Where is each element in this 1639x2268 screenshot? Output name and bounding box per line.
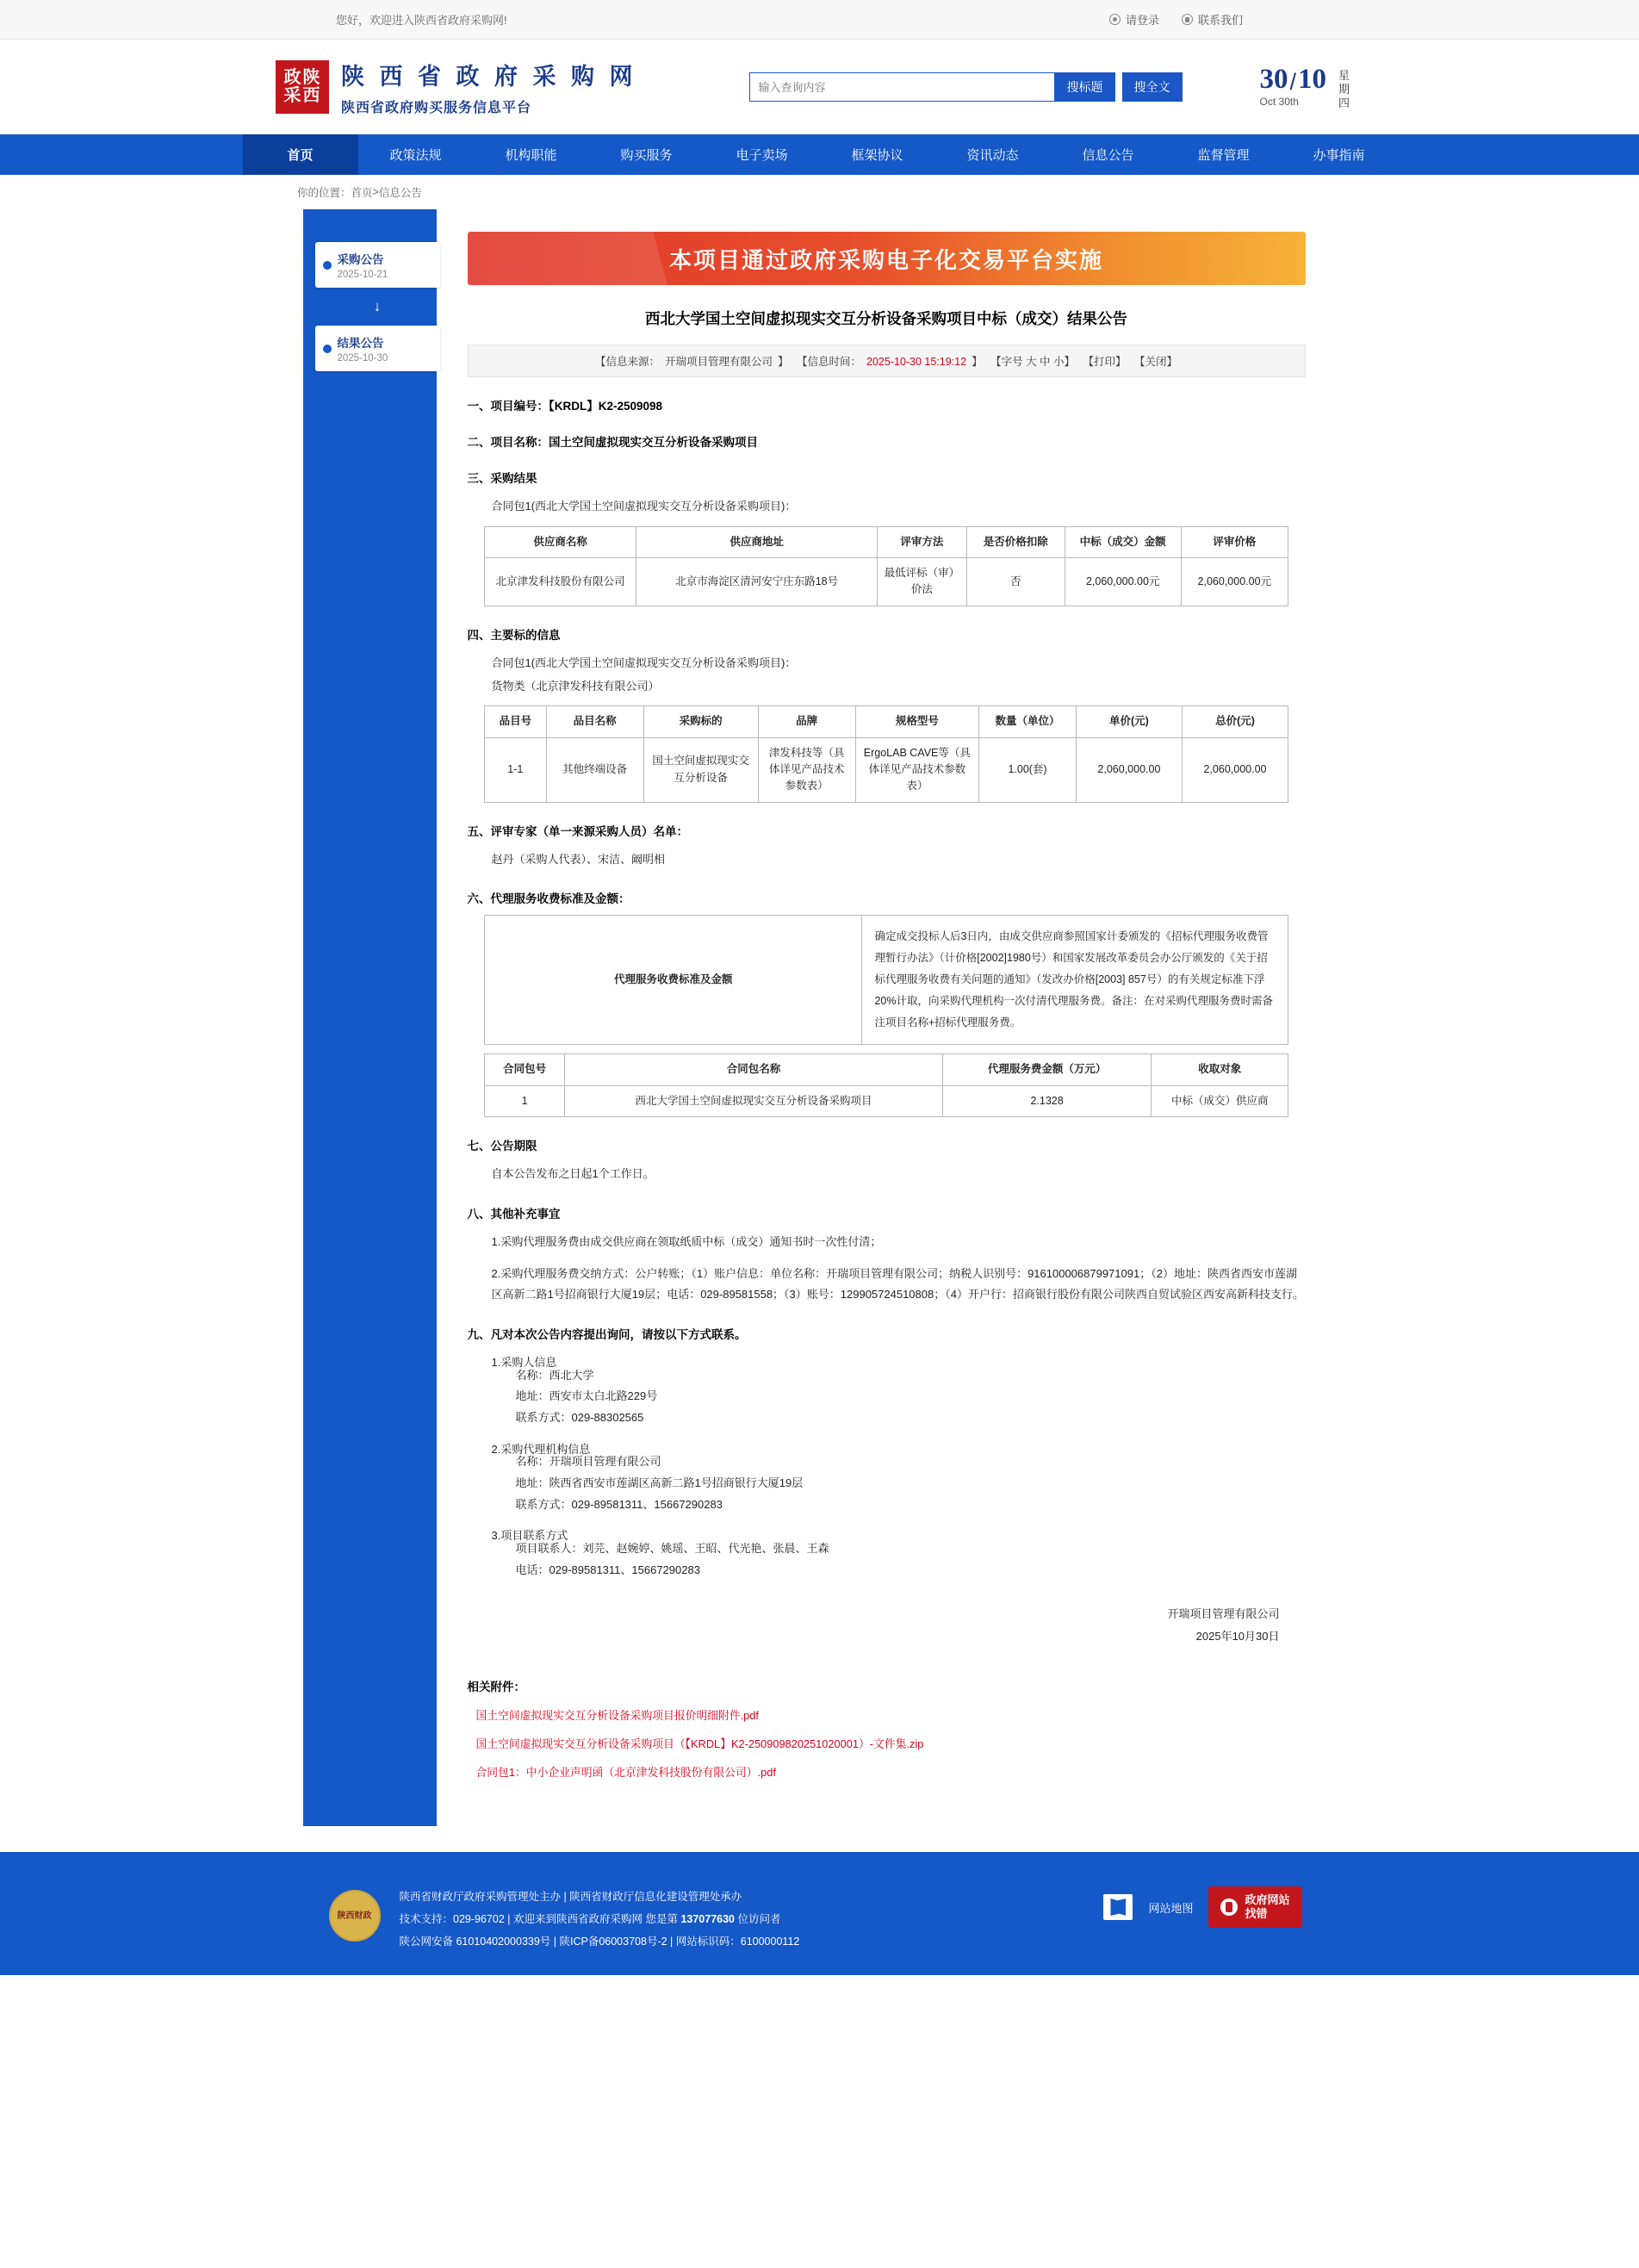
- close-button[interactable]: 【关闭】: [1134, 356, 1178, 368]
- main-nav: [0, 134, 1639, 175]
- platform-banner: [468, 232, 1306, 285]
- article-content: [437, 209, 1337, 1826]
- section-1-title: 一、项目编号：【KRDL】K2-2509098: [467, 400, 663, 413]
- table-cell: 北京市海淀区清河安宁庄东路18号: [636, 558, 878, 606]
- section-8-title: 八、其他补充事宜: [467, 1207, 561, 1221]
- time-end: 】: [972, 356, 983, 368]
- time-label: 【信息时间：: [797, 356, 862, 368]
- project-contact-person: 项目联系人：刘芫、赵婉婷、姚瑶、王昭、代光艳、张晨、王森: [515, 1542, 829, 1556]
- table-cell: 1: [484, 1085, 564, 1116]
- table-header-cell: 收取对象: [1152, 1054, 1288, 1085]
- section-5-body: 赵丹（采购人代表）、宋洁、阚明相: [491, 852, 666, 866]
- time-value: 2025-10-30 15:19:12: [866, 356, 967, 368]
- breadcrumb-sep: >: [372, 186, 379, 198]
- table-cell: 北京津发科技股份有限公司: [484, 558, 636, 606]
- project-contact-tel: 电话：029-89581311、15667290283: [515, 1563, 700, 1576]
- section-8-paragraph-1: 1.采购代理服务费由成交供应商在领取纸质中标（成交）通知书时一次性付清；: [491, 1234, 882, 1248]
- section-3-subtitle: 合同包1(西北大学国土空间虚拟现实交互分析设备采购项目)：: [491, 500, 797, 513]
- flag-icon: [1220, 1898, 1238, 1916]
- contact-link[interactable]: [1182, 11, 1243, 28]
- agency-fee-table: [484, 915, 1288, 1045]
- agency-tel: 联系方式：029-89581311、15667290283: [515, 1497, 723, 1511]
- gov-badge-line-1: 政府网站: [1245, 1893, 1290, 1907]
- table-header-cell: 数量（单位）: [979, 706, 1077, 737]
- gov-badge-line-2: 找错: [1245, 1907, 1268, 1921]
- login-link[interactable]: [1109, 11, 1159, 28]
- breadcrumb-current: 信息公告: [378, 187, 422, 199]
- section-5-title: 五、评审专家（单一来源采购人员）名单：: [467, 824, 688, 838]
- search-title-button[interactable]: 搜标题: [1055, 72, 1115, 102]
- goods-table: [484, 705, 1288, 803]
- table-cell: 1.00(套): [979, 737, 1077, 802]
- source-label: 【信息来源：: [594, 356, 660, 368]
- table-cell: 2,060,000.00: [1182, 737, 1288, 802]
- visitor-count: 137077630: [680, 1913, 736, 1926]
- date-day: 30: [1259, 63, 1288, 95]
- attachment-link[interactable]: 合同包1：中小企业声明函（北京津发科技股份有限公司）.pdf: [475, 1766, 776, 1780]
- section-7-body: 自本公告发布之日起1个工作日。: [491, 1167, 655, 1181]
- table-header-cell: 品牌: [758, 706, 855, 737]
- footer-support: 技术支持：029-96702 | 欢迎来到陕西省政府采购网 您是第: [399, 1913, 678, 1926]
- section-4-subtitle-2: 货物类（北京津发科技有限公司）: [491, 679, 660, 693]
- sitemap-icon[interactable]: [1103, 1894, 1133, 1920]
- footer-sep: |: [561, 1891, 570, 1904]
- sidebar-item-date: 2025-10-30: [337, 353, 388, 364]
- footer-visitor-suffix: 位访问者: [737, 1913, 781, 1926]
- section-4-title: 四、主要标的信息: [467, 628, 561, 642]
- breadcrumb: [0, 175, 1639, 209]
- sidebar: [303, 209, 437, 1826]
- logo-char-1: 政: [283, 68, 302, 87]
- table-header-cell: 单价(元): [1076, 706, 1182, 737]
- breadcrumb-home[interactable]: 首页: [351, 187, 373, 199]
- site-header: [0, 40, 1639, 134]
- sidebar-item-procurement-notice[interactable]: [315, 242, 440, 288]
- table-header-cell: 供应商地址: [636, 526, 878, 557]
- table-cell: 其他终端设备: [546, 737, 643, 802]
- source-value: 开瑞项目管理有限公司: [664, 356, 773, 368]
- attachment-link[interactable]: 国土空间虚拟现实交互分析设备采购项目报价明细附件.pdf: [475, 1709, 759, 1723]
- site-name-block: [341, 58, 637, 116]
- nav-item-5[interactable]: 框架协议: [851, 148, 903, 163]
- nav-item-4[interactable]: 电子卖场: [736, 148, 788, 163]
- footer-org-main: 陕西省财政厅政府采购管理处主办: [399, 1891, 562, 1904]
- nav-item-1[interactable]: 政策法规: [389, 148, 442, 163]
- table-row: [484, 558, 1288, 606]
- table-header-cell: 总价(元): [1182, 706, 1288, 737]
- logo-char-3: 采: [283, 86, 302, 105]
- table-cell: 西北大学国土空间虚拟现实交互分析设备采购项目: [565, 1085, 943, 1116]
- sidebar-item-title: 结果公告: [337, 337, 384, 350]
- login-label: 请登录: [1125, 14, 1159, 27]
- section-3-title: 三、采购结果: [467, 472, 537, 485]
- fontsize-control[interactable]: 【字号 大 中 小】: [990, 356, 1076, 368]
- table-header-cell: 评审方法: [878, 526, 967, 557]
- table-header-cell: 中标（成交）金额: [1065, 526, 1181, 557]
- table-cell: 2.1328: [942, 1085, 1152, 1116]
- nav-item-8[interactable]: 监督管理: [1197, 148, 1250, 163]
- table-cell: 2,060,000.00元: [1181, 558, 1288, 606]
- footer-icp: 陕公网安备 61010402000339号 | 陕ICP备06003708号-2 | 网站标识码：6100000112: [399, 1935, 800, 1948]
- table-cell: 2,060,000.00元: [1065, 558, 1181, 606]
- welcome-text: 您好，欢迎进入陕西省政府采购网!: [336, 14, 507, 27]
- site-subname: 陕西省政府购买服务信息平台: [341, 101, 532, 115]
- table-cell: 1-1: [484, 737, 546, 802]
- result-table: [484, 526, 1288, 606]
- emblem-text: 陕西财政: [337, 1911, 372, 1921]
- table-header-cell: 品目号: [484, 706, 546, 737]
- table-cell: 2,060,000.00: [1076, 737, 1182, 802]
- search-area: [749, 72, 1183, 102]
- site-name: 陕 西 省 政 府 采 购 网: [341, 64, 637, 90]
- logo-char-2: 陕: [302, 68, 321, 87]
- gov-site-report-badge[interactable]: [1208, 1886, 1301, 1927]
- table-cell: 国土空间虚拟现实交互分析设备: [643, 737, 758, 802]
- table-cell: 最低评标（审）价法: [878, 558, 967, 606]
- page-title: 西北大学国土空间虚拟现实交互分析设备采购项目中标（成交）结果公告: [645, 310, 1127, 327]
- source-end: 】: [778, 356, 789, 368]
- date-separator: /: [1289, 68, 1297, 95]
- emblem-icon: [329, 1890, 381, 1942]
- fee-detail-table: [484, 1053, 1288, 1117]
- fee-label: 代理服务收费标准及金额: [484, 916, 862, 1045]
- project-contact-title: 3.项目联系方式: [491, 1529, 568, 1543]
- table-header-cell: 是否价格扣除: [966, 526, 1065, 557]
- footer-divider: [0, 1852, 1639, 1867]
- breadcrumb-prefix: 你的位置：: [297, 187, 351, 199]
- date-weekday: [1338, 69, 1350, 111]
- purchaser-address: 地址：西安市太白北路229号: [515, 1389, 658, 1403]
- purchaser-tel: 联系方式：029-88302565: [515, 1410, 644, 1424]
- weekday-line-2: 期: [1338, 83, 1350, 96]
- contact-label: 联系我们: [1197, 14, 1243, 27]
- person-icon: [1109, 14, 1121, 25]
- page-container: [303, 209, 1337, 1826]
- top-bar: [0, 0, 1639, 40]
- nav-item-3[interactable]: 购买服务: [620, 148, 673, 163]
- footer-right: [1103, 1886, 1336, 1927]
- nav-item-7[interactable]: 信息公告: [1082, 148, 1134, 163]
- footer-org-sub: 陕西省财政厅信息化建设管理处承办: [569, 1891, 742, 1904]
- table-row: [484, 737, 1288, 802]
- table-header-cell: 规格型号: [855, 706, 979, 737]
- signature-date: 2025年10月30日: [1195, 1630, 1280, 1644]
- purchaser-name: 名称：西北大学: [515, 1368, 594, 1382]
- date-english: Oct 30th: [1259, 95, 1299, 108]
- bullet-icon: [323, 345, 332, 353]
- site-logo[interactable]: [276, 60, 329, 114]
- table-header-cell: 供应商名称: [484, 526, 636, 557]
- phone-icon: [1182, 14, 1193, 25]
- date-month: 10: [1298, 63, 1327, 95]
- table-row: [484, 1085, 1288, 1116]
- table-cell: ErgoLAB CAVE等（具体详见产品技术参数表）: [855, 737, 979, 802]
- table-header-row: [484, 526, 1288, 557]
- site-footer: [0, 1867, 1639, 1975]
- weekday-line-3: 四: [1338, 96, 1350, 110]
- table-header-cell: 代理服务费金额（万元）: [942, 1054, 1152, 1085]
- table-cell: 否: [966, 558, 1065, 606]
- weekday-line-1: 星: [1338, 68, 1350, 82]
- table-header-cell: 采购标的: [643, 706, 758, 737]
- nav-item-6[interactable]: 资讯动态: [966, 148, 1019, 163]
- sitemap-label[interactable]: 网站地图: [1148, 1901, 1194, 1915]
- search-input[interactable]: [749, 72, 1055, 102]
- signature-block: [468, 1603, 1306, 1648]
- nav-item-2[interactable]: 机构职能: [505, 148, 557, 163]
- attachments-title: 相关附件：: [467, 1681, 525, 1694]
- search-fulltext-button[interactable]: 搜全文: [1122, 72, 1183, 102]
- table-header-row: [484, 706, 1288, 737]
- nav-item-9[interactable]: 办事指南: [1313, 148, 1365, 163]
- section-8-paragraph-2: 2.采购代理服务费交纳方式：公户转账；（1）账户信息：单位名称：开瑞项目管理有限公司；纳税人识别号：916100006879971091；（2）地址：陕西省西安市莲湖区高新二路1号招商银行大厦19层；电话：029-89581558；（3）账号：129905724510808；（4）开户行：招商银行股份有限公司陕西自贸试验区西安高新科技支行。: [491, 1266, 1304, 1302]
- nav-item-0[interactable]: 首页: [243, 134, 358, 175]
- table-cell: 津发科技等（具体详见产品技术参数表）: [758, 737, 855, 802]
- attachments-list: [468, 1706, 1306, 1780]
- section-6-title: 六、代理服务收费标准及金额：: [467, 892, 630, 906]
- agency-address: 地址：陕西省西安市莲湖区高新二路1号招商银行大厦19层: [515, 1476, 804, 1489]
- down-arrow-icon: ↓: [373, 298, 382, 314]
- page-body: [0, 209, 1639, 1852]
- section-7-title: 七、公告期限: [467, 1140, 537, 1153]
- sidebar-item-date: 2025-10-21: [337, 270, 388, 280]
- footer-text-block: [400, 1886, 800, 1953]
- table-header-cell: 合同包名称: [565, 1054, 943, 1085]
- banner-text: 本项目通过政府采购电子化交易平台实施: [668, 247, 1103, 273]
- bullet-icon: [323, 261, 332, 270]
- agency-name: 名称：开瑞项目管理有限公司: [515, 1455, 661, 1469]
- fee-body: 确定成交投标人后3日内，由成交供应商参照国家计委颁发的《招标代理服务收费管理暂行办法》（计价格[2002]1980号）和国家发展改革委员会办公厅颁发的《关于招标代理服务收费有关问题的通知》（发改办价格[2003] 857号）的有关规定标准下浮20%计取，向采购代理机构一次付清代理服务费。备注：在对采购代理服务费时需备注项目名称+招标代理服务费。: [862, 916, 1288, 1045]
- table-header-cell: 品目名称: [546, 706, 643, 737]
- logo-char-4: 西: [302, 86, 321, 105]
- table-header-cell: 合同包号: [484, 1054, 564, 1085]
- sidebar-item-result-notice[interactable]: [315, 326, 440, 371]
- section-9-title: 九、凡对本次公告内容提出询问，请按以下方式联系。: [467, 1327, 747, 1341]
- purchaser-info-title: 1.采购人信息: [491, 1355, 557, 1369]
- section-2-title: 二、项目名称：国土空间虚拟现实交互分析设备采购项目: [467, 436, 758, 449]
- meta-infobar: [468, 345, 1306, 377]
- agency-info-title: 2.采购代理机构信息: [491, 1442, 591, 1456]
- table-header-row: [484, 1054, 1288, 1085]
- table-cell: 中标（成交）供应商: [1152, 1085, 1288, 1116]
- sidebar-item-title: 采购公告: [337, 253, 384, 266]
- signature-org: 开瑞项目管理有限公司: [1167, 1607, 1280, 1621]
- attachment-link[interactable]: 国土空间虚拟现实交互分析设备采购项目（【KRDL】K2-250909820251020001）-文件集.zip: [475, 1737, 924, 1751]
- table-header-cell: 评审价格: [1181, 526, 1288, 557]
- print-button[interactable]: 【打印】: [1083, 356, 1127, 368]
- top-bar-actions: [1109, 11, 1243, 28]
- section-4-subtitle-1: 合同包1(西北大学国土空间虚拟现实交互分析设备采购项目)：: [491, 656, 797, 669]
- date-widget: [1260, 64, 1350, 111]
